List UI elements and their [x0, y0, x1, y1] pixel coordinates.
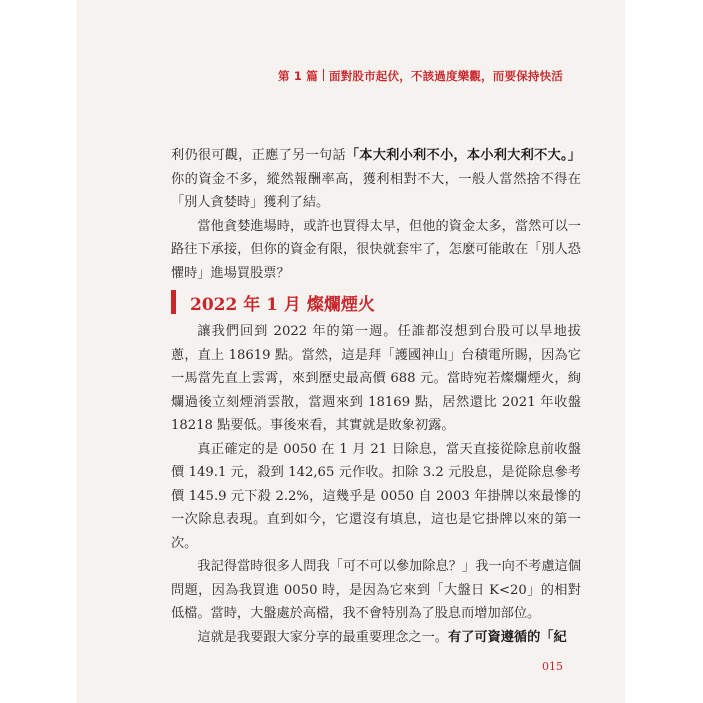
paragraph-6-emphasis: 有了可資遵循的「紀	[447, 629, 567, 645]
paragraph-6-text: 這就是我要跟大家分享的最重要理念之一。	[197, 629, 448, 645]
running-head-separator	[323, 69, 324, 81]
paragraph-1-emphasis: 「本大利小利不小，本小利大利不大。」	[345, 148, 581, 163]
paragraph-6	[171, 626, 581, 650]
running-head-title: 面對股市起伏，不該過度樂觀，而要保持快活	[329, 69, 563, 83]
body-text-bottom	[171, 320, 581, 649]
paragraph-4: 真正確定的是 0050 在 1 月 21 日除息，當天直接從除息前收盤價 149.1 元，殺到 142,65 元作收。扣除 3.2 元股息，是從除息參考價 145.9 元下殺 2.2%，這幾乎是 0050 自 2003 年掛牌以來最慘的一次除息表現。直到如今，它還沒有填息，這也是它掛牌以來的第一次。	[171, 441, 581, 551]
paragraph-3: 讓我們回到 2022 年的第一週。任誰都沒想到台股可以旱地拔蔥，直上 18619 點。當然，這是拜「護國神山」台積電所賜，因為它一馬當先直上雲霄，來到歷史最高價 688 元。當時宛若燦爛煙火，絢爛過後立刻煙消雲散，當週來到 18169 點，居然還比 2021 年收盤 18218 點要低。事後來看，其實就是敗象初露。	[171, 324, 581, 433]
running-head-part: 第 1 篇	[277, 69, 318, 83]
paragraph-1-text: 利仍很可觀，正應了另一句話	[171, 148, 346, 163]
paragraph-1	[171, 144, 581, 215]
section-marker-bar	[171, 290, 176, 314]
paragraph-5: 我記得當時很多人問我「可不可以參加除息？」我一向不考慮這個問題，因為我買進 0050 時，是因為它來到「大盤日 K<20」的相對低檔。當時，大盤處於高檔，我不會特別為了股息而增加部位。	[171, 559, 581, 621]
paragraph-2: 當他貪婪進場時，或許也買得太早，但他的資金太多，當然可以一路往下承接，但你的資金有限，很快就套牢了，怎麼可能敢在「別人恐懼時」進場買股票？	[171, 218, 581, 281]
paragraph-1-text-cont: 你的資金不多，縱然報酬率高，獲利相對不大，一般人當然捨不得在「別人貪婪時」獲利了結。	[171, 171, 581, 210]
running-head	[278, 68, 563, 84]
page-number: 015	[542, 660, 563, 673]
book-page	[77, 0, 625, 703]
section-heading	[171, 289, 375, 315]
section-title: 2022 年 1 月 燦爛煙火	[190, 294, 375, 315]
body-text-top	[171, 144, 581, 285]
